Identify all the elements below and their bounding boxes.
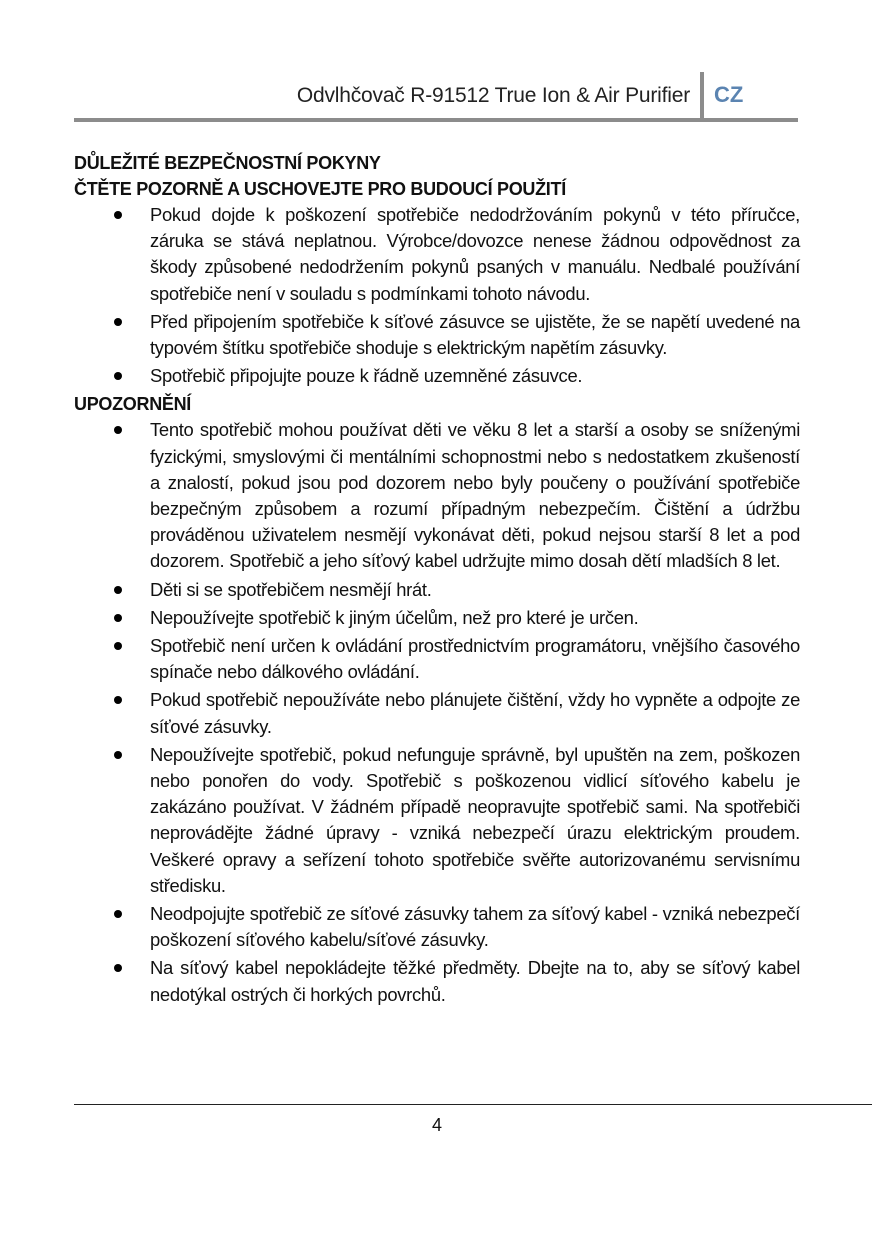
bullet-icon <box>114 614 122 622</box>
warning-list <box>74 417 800 1007</box>
bullet-icon <box>114 318 122 326</box>
footer-rule <box>74 1104 872 1105</box>
list-item <box>74 687 800 739</box>
language-code: CZ <box>714 82 744 107</box>
bullet-icon <box>114 586 122 594</box>
section-title-safety: DŮLEŽITÉ BEZPEČNOSTNÍ POKYNY <box>74 153 381 173</box>
page-content <box>74 150 800 1010</box>
list-item-text: Před připojením spotřebiče k síťové zásuvce se ujistěte, že se napětí uvedené na typovém štítku spotřebiče shoduje s elektrickým napětím zásuvky. <box>150 310 800 359</box>
list-item-text: Spotřebič připojujte pouze k řádně uzemněné zásuvce. <box>150 365 583 387</box>
list-item-text: Tento spotřebič mohou používat děti ve věku 8 let a starší a osoby se sníženými fyzickými, smyslovými či mentálními schopnostmi nebo s nedostatkem zkušeností a znalostí, pokud jsou pod dozorem nebo byly poučeny o používání spotřebiče bezpečným způsobem a rozumí případným nebezpečím. Čištění a údržbu prováděnou uživatelem nesmějí vykonávat děti, pokud nejsou starší 8 let a pod dozorem. Spotřebič a jeho síťový kabel udržujte mimo dosah dětí mladších 8 let. <box>150 419 800 572</box>
section-subtitle-read-carefully: ČTĚTE POZORNĚ A USCHOVEJTE PRO BUDOUCÍ POUŽITÍ <box>74 179 566 199</box>
list-item <box>74 417 800 574</box>
list-item <box>74 742 800 899</box>
safety-list <box>74 202 800 389</box>
list-item <box>74 633 800 685</box>
list-item <box>74 577 800 603</box>
header-rule <box>74 118 798 122</box>
list-item-text: Pokud dojde k poškození spotřebiče nedodržováním pokynů v této příručce, záruka se stává neplatnou. Výrobce/dovozce nenese žádnou odpovědnost za škody způsobené nedodržením pokynů psaných v manuálu. Nedbalé používání spotřebiče není v souladu s podmínkami tohoto návodu. <box>150 204 800 304</box>
list-item-text: Děti si se spotřebičem nesmějí hrát. <box>150 578 432 600</box>
list-item-text: Spotřebič není určen k ovládání prostřednictvím programátoru, vnějšího časového spínače nebo dálkového ovládání. <box>150 635 800 683</box>
bullet-icon <box>114 696 122 704</box>
page-number: 4 <box>431 1115 442 1135</box>
list-item-text: Nepoužívejte spotřebič, pokud nefunguje správně, byl upuštěn na zem, poškozen nebo ponořen do vody. Spotřebič s poškozenou vidlicí síťového kabelu je zakázáno používat. V žádném případě neopravujte spotřebič sami. Na spotřebiči neprovádějte žádné úpravy - vzniká nebezpečí úrazu elektrickým proudem. Veškeré opravy a seřízení tohoto spotřebiče svěřte autorizovanému servisnímu středisku. <box>150 743 800 896</box>
bullet-icon <box>114 211 122 219</box>
list-item-text: Neodpojujte spotřebič ze síťové zásuvky tahem za síťový kabel - vzniká nebezpečí poškození síťového kabelu/síťové zásuvky. <box>150 903 800 951</box>
list-item-text: Pokud spotřebič nepoužíváte nebo plánujete čištění, vždy ho vypněte a odpojte ze síťové zásuvky. <box>150 689 800 737</box>
bullet-icon <box>114 372 122 380</box>
list-item <box>74 309 800 361</box>
list-item-text: Na síťový kabel nepokládejte těžké předměty. Dbejte na to, aby se síťový kabel nedotýkal ostrých či horkých povrchů. <box>150 957 800 1005</box>
bullet-icon <box>114 751 122 759</box>
list-item <box>74 605 800 631</box>
bullet-icon <box>114 642 122 650</box>
page-header <box>74 72 798 124</box>
header-divider <box>700 72 704 122</box>
list-item <box>74 202 800 307</box>
bullet-icon <box>114 964 122 972</box>
section-title-warning: UPOZORNĚNÍ <box>74 394 192 415</box>
list-item <box>74 955 800 1007</box>
bullet-icon <box>114 910 122 918</box>
list-item-text: Nepoužívejte spotřebič k jiným účelům, než pro které je určen. <box>150 606 639 628</box>
list-item <box>74 901 800 953</box>
bullet-icon <box>114 426 122 434</box>
document-title: Odvlhčovač R-91512 True Ion & Air Purifier <box>296 84 690 107</box>
list-item <box>74 363 800 389</box>
